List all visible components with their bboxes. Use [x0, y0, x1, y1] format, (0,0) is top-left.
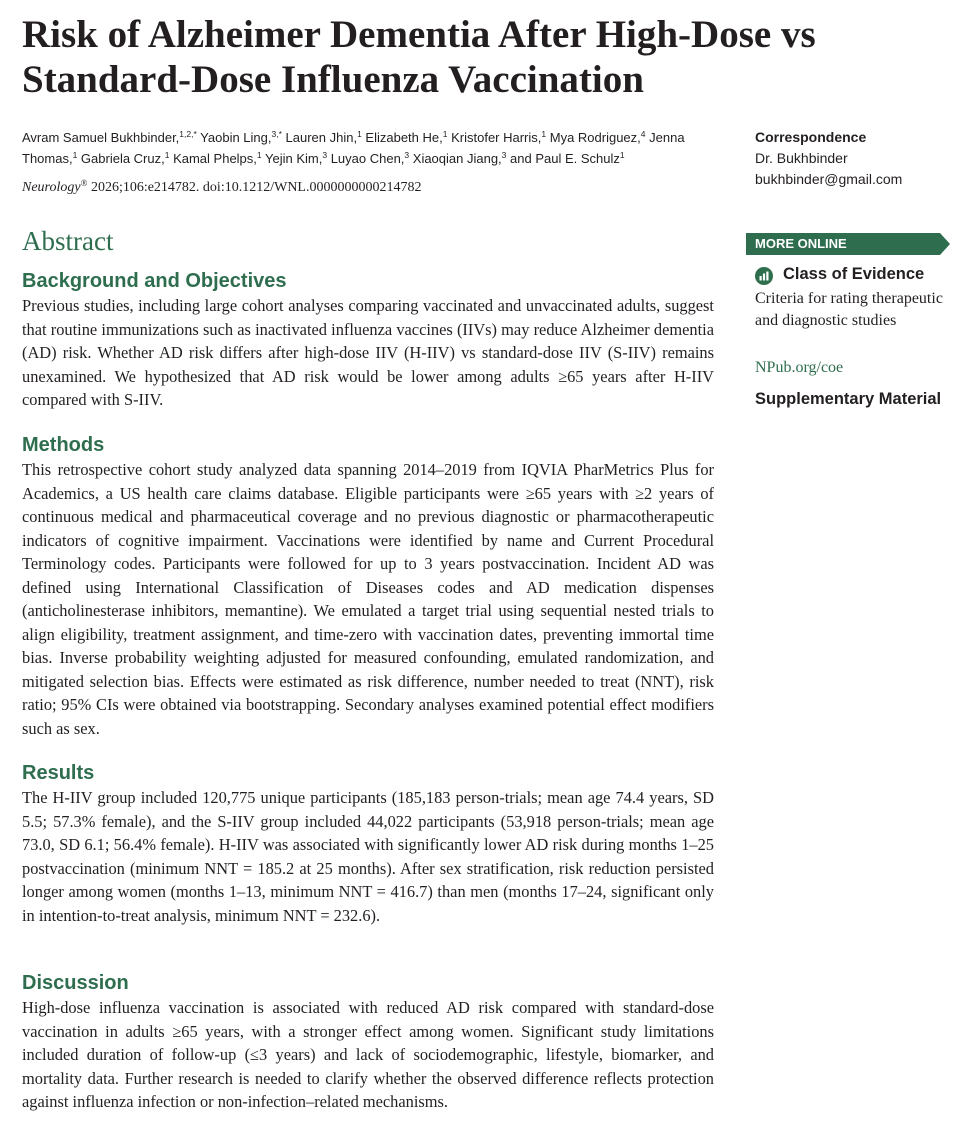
author-affiliation: 3,* — [271, 129, 282, 139]
author-name: Yaobin Ling, — [196, 130, 272, 145]
author-affiliation: 1 — [541, 129, 547, 139]
author-name: Luyao Chen, — [327, 151, 405, 166]
author-affiliation: 3 — [322, 150, 328, 160]
author-list — [22, 127, 732, 169]
author-affiliation: 1 — [357, 129, 362, 139]
author-affiliation: 1,2,* — [179, 129, 197, 139]
discussion-text: High-dose influenza vaccination is associated with reduced AD risk compared with standard-dose vaccination in adults ≥65 years, with a stronger effect among women. Significant study limitations included duration of follow-up (≤3 years) and lack of sociodemographic, lifestyle, biomarker, and mortality data. Further research is needed to clarify whether the observed difference reflects protection against influenza infection or non-infection–related mechanisms. — [22, 998, 714, 1111]
class-of-evidence-description: Criteria for rating therapeutic and diagnostic studies — [755, 290, 943, 329]
journal-name: Neurology — [22, 180, 81, 195]
registered-mark: ® — [80, 178, 88, 188]
bar-chart-icon — [755, 267, 773, 285]
citation-details: 2026;106:e214782. doi:10.1212/WNL.0000000000214782 — [87, 180, 422, 195]
author-affiliation: 1 — [256, 150, 262, 160]
author-name: Kamal Phelps, — [169, 151, 257, 166]
class-of-evidence-link[interactable]: NPub.org/coe — [755, 359, 844, 376]
author-name: Yejin Kim, — [261, 151, 323, 166]
citation-line — [22, 180, 421, 196]
author-name: Elizabeth He, — [361, 130, 443, 145]
results-text: The H-IIV group included 120,775 unique participants (185,183 person-trials; mean age 74.4 years, SD 5.5; 57.3% female), and the S-IIV group included 44,022 participants (53,918 person-trials; mean age 73.0, SD 6.1; 56.4% female). H-IIV was associated with significantly lower AD risk during months 1–25 postvaccination (minimum NNT = 185.2 at 25 months). After sex stratification, risk reduction persisted longer among women (months 1–13, minimum NNT = 416.7) than men (months 17–24, significant only in intention-to-treat analysis, minimum NNT = 232.6). — [22, 788, 714, 925]
author-affiliation: 3 — [404, 150, 410, 160]
author-affiliation: 3 — [501, 150, 507, 160]
results-heading: Results — [22, 762, 95, 784]
abstract-heading: Abstract — [22, 226, 114, 256]
methods-heading: Methods — [22, 434, 105, 456]
author-affiliation: 4 — [640, 129, 646, 139]
author-affiliation: 1 — [442, 129, 448, 139]
discussion-heading: Discussion — [22, 972, 129, 994]
methods-text: This retrospective cohort study analyzed data spanning 2014–2019 from IQVIA PharMetrics Plus for Academics, a US health care claims database. Eligible participants were ≥65 years with ≥2 years of continuous medical and pharmaceutical coverage and no previous diagnostic or pharmacotherapeutic indicators of cognitive impairment. Vaccinations were identified by name and Current Procedural Terminology codes. Participants were followed for up to 3 years postvaccination. Incident AD was defined using International Classification of Diseases codes and AD medication dispenses (anticholinesterase inhibitors, memantine). We emulated a target trial using sequential nested trials to align eligibility, treatment assignment, and time-zero with vaccination dates, preventing immortal time bias. Inverse probability weighting adjusted for measured confounding, emulated randomization, and mitigated selection bias. Effects were estimated as risk difference, number needed to treat (NNT), risk ratio; 95% CIs were obtained via bootstrapping. Secondary analyses examined potential effect modifiers such as sex. — [22, 460, 714, 738]
author-affiliation: 1 — [72, 150, 78, 160]
correspondence-name: Dr. Bukhbinder — [755, 150, 848, 166]
author-name: Gabriela Cruz, — [77, 151, 165, 166]
correspondence-label: Correspondence — [755, 129, 867, 145]
background-text: Previous studies, including large cohort analyses comparing vaccinated and unvaccinated adults, suggest that routine immunizations such as inactivated influenza vaccines (IIVs) may reduce Alzheimer dementia (AD) risk. Whether AD risk differs after high-dose IIV (H-IIV) vs standard-dose IIV (S-IIV) remains unexamined. We hypothesized that AD risk would be lower among adults ≥65 years after H-IIV compared with S-IIV. — [22, 296, 714, 409]
author-affiliation: 1 — [619, 150, 625, 160]
author-affiliation: 1 — [164, 150, 170, 160]
more-online-label: MORE ONLINE — [755, 236, 847, 251]
author-name: and Paul E. Schulz — [506, 151, 620, 166]
author-name: Jenna Thomas, — [22, 130, 685, 166]
article-title: Risk of Alzheimer Dementia After High-Dose vs Standard-Dose Influenza Vaccination — [22, 13, 816, 101]
more-online-banner — [746, 233, 950, 255]
class-of-evidence-title: Class of Evidence — [783, 265, 925, 283]
author-name: Kristofer Harris, — [447, 130, 542, 145]
supplementary-material-link[interactable]: Supplementary Material — [755, 390, 942, 408]
author-name: Mya Rodriguez, — [546, 130, 641, 145]
author-name: Lauren Jhin, — [281, 130, 358, 145]
correspondence-email[interactable]: bukhbinder@gmail.com — [755, 171, 903, 187]
background-heading: Background and Objectives — [22, 270, 287, 292]
author-name: Xiaoqian Jiang, — [409, 151, 502, 166]
author-name: Avram Samuel Bukhbinder, — [22, 130, 180, 145]
